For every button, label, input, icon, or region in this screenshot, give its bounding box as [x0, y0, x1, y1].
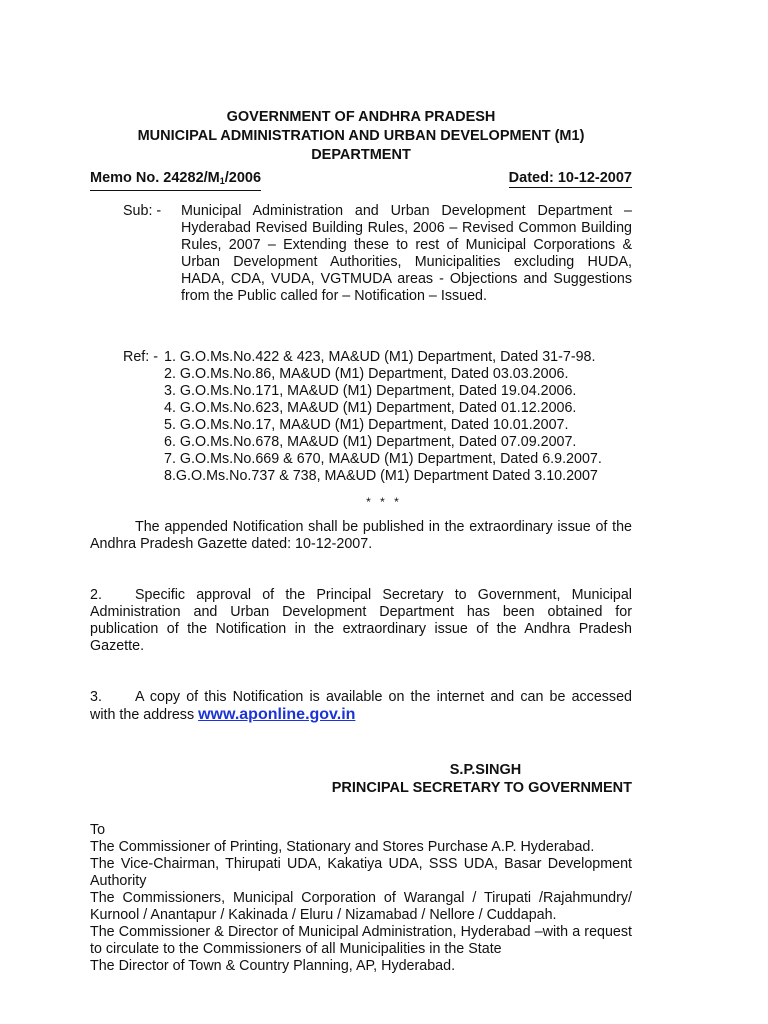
memo-number	[90, 170, 261, 191]
paragraph-1-text: The appended Notification shall be published in the extraordinary issue of the Andhra Pradesh Gazette dated: 10-12-2007.	[90, 519, 632, 552]
memo-line	[90, 170, 632, 190]
paragraph-3-text: A copy of this Notification is available on the internet and can be accessed with the address	[90, 689, 632, 723]
recipient-item: The Vice-Chairman, Thirupati UDA, Kakatiya UDA, SSS UDA, Basar Development Authority	[90, 856, 632, 889]
references-list	[164, 349, 602, 485]
signatory-name: S.P.SINGH	[449, 762, 522, 778]
reference-item: 6. G.O.Ms.No.678, MA&UD (M1) Department, Dated 07.09.2007.	[164, 434, 577, 450]
reference-item: 3. G.O.Ms.No.171, MA&UD (M1) Department, Dated 19.04.2006.	[164, 383, 577, 399]
reference-item: 1. G.O.Ms.No.422 & 423, MA&UD (M1) Department, Dated 31-7-98.	[164, 349, 596, 365]
paragraph-2-text: Specific approval of the Principal Secretary to Government, Municipal Administration and Urban Development Department has been obtained for publication of the Notification in the extraordinary issue of the Andhra Pradesh Gazette.	[90, 587, 632, 654]
signatory-title: PRINCIPAL SECRETARY TO GOVERNMENT	[331, 780, 632, 796]
paragraph-2-number: 2.	[90, 587, 102, 603]
memo-date: Dated: 10-12-2007	[508, 170, 632, 186]
header-department: DEPARTMENT	[311, 147, 411, 163]
recipients-to-label: To	[90, 822, 106, 838]
document-header	[90, 108, 632, 165]
recipient-item: The Commissioner & Director of Municipal Administration, Hyderabad –with a request to circulate to the Commissioners of all Municipalities in the State	[90, 924, 632, 957]
memo-number-suffix: /2006	[224, 170, 262, 186]
paragraph-2	[90, 587, 632, 655]
reference-item: 5. G.O.Ms.No.17, MA&UD (M1) Department, Dated 10.01.2007.	[164, 417, 569, 433]
reference-item: 2. G.O.Ms.No.86, MA&UD (M1) Department, Dated 03.03.2006.	[164, 366, 569, 382]
memo-number-prefix: Memo No. 24282/M	[90, 170, 220, 186]
memo-number-subscript: 1	[219, 176, 225, 186]
recipient-item: The Director of Town & Country Planning, AP, Hyderabad.	[90, 958, 456, 974]
recipient-item: The Commissioner of Printing, Stationary and Stores Purchase A.P. Hyderabad.	[90, 839, 595, 855]
subject-label: Sub: -	[123, 203, 162, 219]
paragraph-3-number: 3.	[90, 689, 102, 705]
reference-item: 8.G.O.Ms.No.737 & 738, MA&UD (M1) Department Dated 3.10.2007	[164, 468, 598, 484]
subject-text: Municipal Administration and Urban Development Department – Hyderabad Revised Building Rules, 2006 – Revised Common Building Rules, 2007 – Extending these to rest of Municipal Corporations & Urban Development Authorities, Municipalities excluding HUDA, HADA, CDA, VUDA, VGTMUDA areas - Objections and Suggestions from the Public called for – Notification – Issued.	[181, 203, 632, 304]
header-government: GOVERNMENT OF ANDHRA PRADESH	[226, 109, 496, 125]
reference-item: 4. G.O.Ms.No.623, MA&UD (M1) Department, Dated 01.12.2006.	[164, 400, 577, 416]
section-separator: * * *	[366, 495, 402, 509]
reference-item: 7. G.O.Ms.No.669 & 670, MA&UD (M1) Department, Dated 6.9.2007.	[164, 451, 602, 467]
paragraph-3	[90, 689, 632, 724]
header-ministry: MUNICIPAL ADMINISTRATION AND URBAN DEVELOPMENT (M1)	[137, 128, 585, 144]
references-label: Ref: -	[123, 349, 158, 365]
aponline-link[interactable]: www.aponline.gov.in	[198, 706, 356, 723]
paragraph-1	[90, 519, 632, 553]
recipient-item: The Commissioners, Municipal Corporation of Warangal / Tirupati /Rajahmundry/ Kurnool / Anantapur / Kakinada / Eluru / Nizamabad / Nellore / Cuddapah.	[90, 890, 632, 923]
recipients-block	[90, 822, 632, 975]
signature-block	[332, 761, 632, 797]
